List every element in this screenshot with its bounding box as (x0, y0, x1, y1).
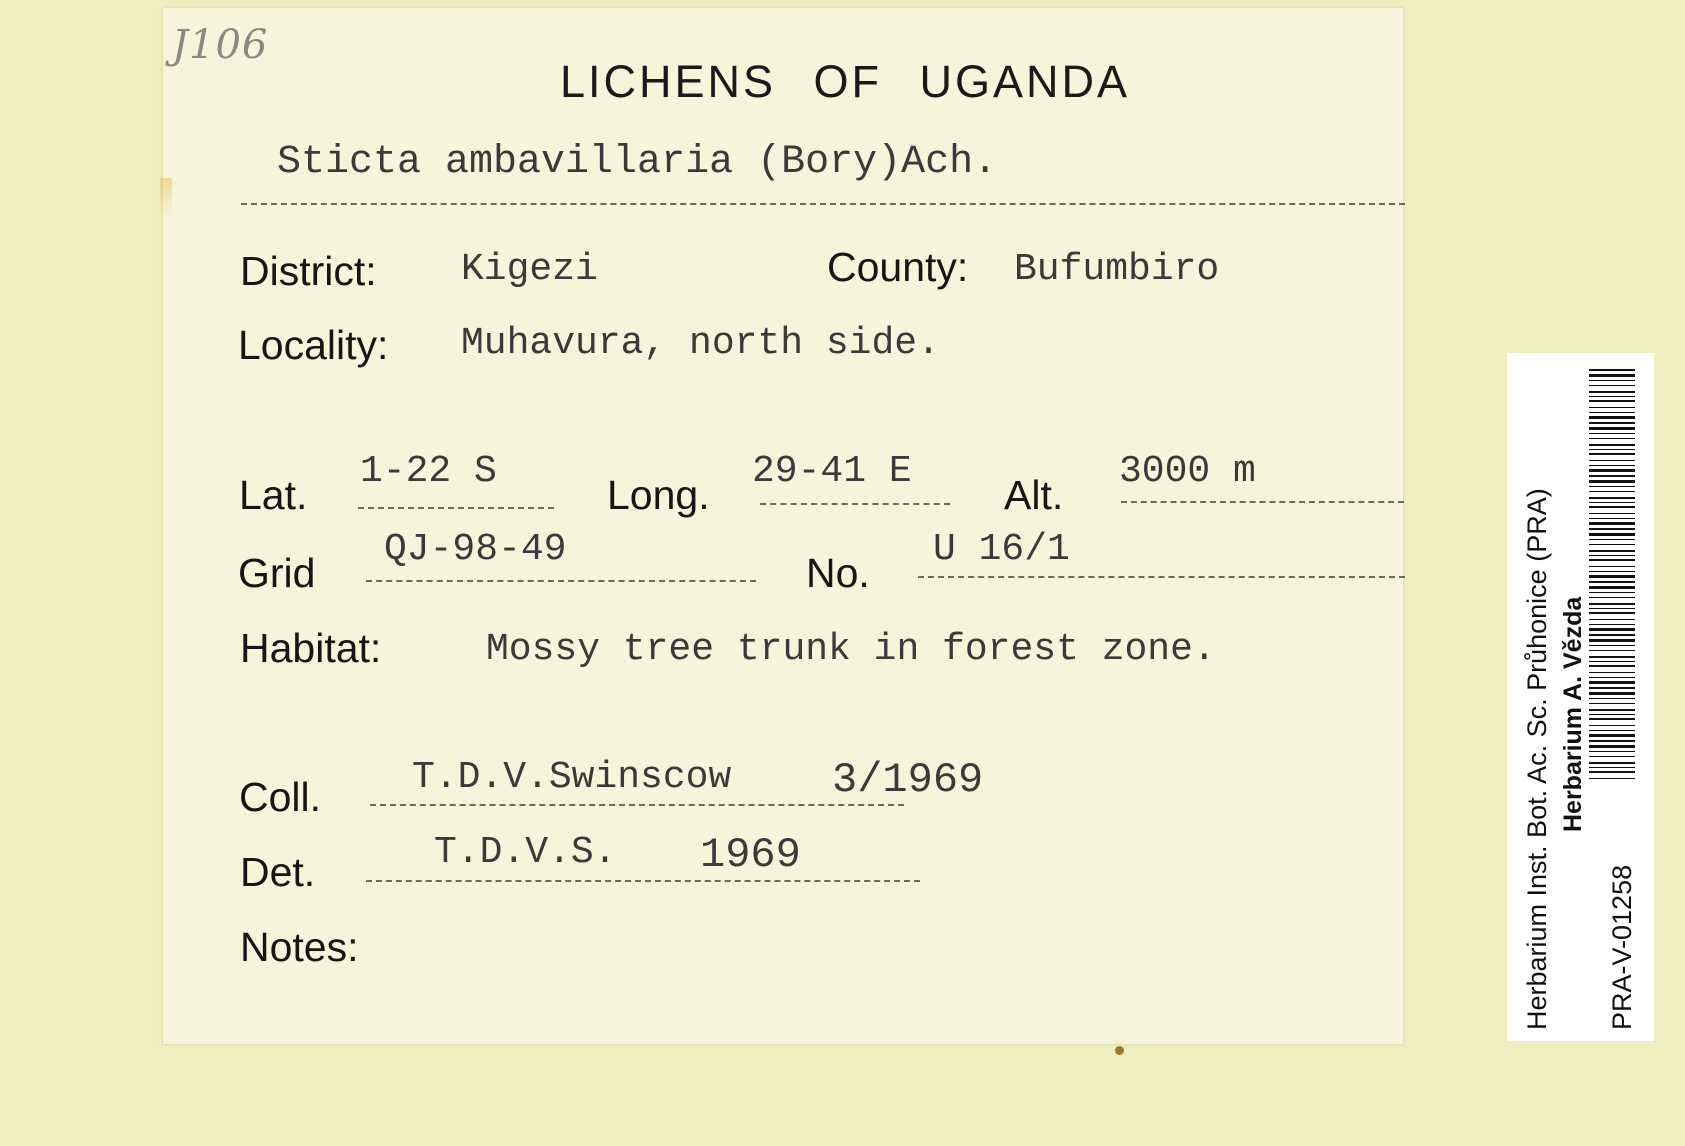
grid-underline (366, 580, 756, 582)
species-name: Sticta ambavillaria (Bory)Ach. (277, 140, 998, 185)
barcode-bar (1589, 740, 1635, 742)
barcode-bar (1589, 692, 1635, 695)
barcode-bar (1589, 656, 1635, 658)
coll-value: T.D.V.Swinscow (412, 756, 732, 799)
barcode-bar (1589, 422, 1635, 424)
barcode-bar (1589, 513, 1635, 514)
barcode-bar (1589, 778, 1635, 779)
barcode-bar (1589, 714, 1635, 715)
barcode-bar (1589, 608, 1635, 609)
barcode-bar (1589, 396, 1635, 397)
county-value: Bufumbiro (1014, 248, 1220, 291)
barcode-bar (1589, 518, 1635, 519)
barcode-bar (1589, 581, 1635, 583)
det-underline (366, 880, 920, 882)
barcode-bar (1589, 550, 1635, 552)
barcode-bar (1589, 416, 1635, 419)
barcode-bar (1589, 575, 1635, 578)
notes-label: Notes: (240, 924, 359, 970)
barcode-bar (1589, 374, 1635, 377)
institution-text: Herbarium Inst. Bot. Ac. Sc. Průhonice (PRA) (1522, 488, 1552, 1030)
barcode-bar (1589, 502, 1635, 503)
barcode (1589, 369, 1635, 779)
district-label: District: (240, 248, 377, 294)
barcode-bar (1589, 539, 1635, 540)
long-underline (760, 503, 950, 505)
no-label: No. (806, 550, 870, 596)
barcode-bar (1589, 380, 1635, 381)
coll-underline (370, 804, 904, 806)
barcode-bar (1589, 634, 1635, 636)
barcode-bar (1589, 709, 1635, 711)
collection-text: Herbarium A. Vězda (1559, 596, 1587, 832)
barcode-bar (1589, 681, 1635, 684)
coll-label: Coll. (239, 774, 322, 820)
alt-underline (1121, 501, 1404, 503)
long-label: Long. (607, 472, 710, 518)
barcode-bar (1589, 449, 1635, 450)
barcode-bar (1589, 400, 1635, 402)
lat-underline (358, 507, 554, 509)
barcode-bar (1589, 497, 1635, 499)
paper-speck (1115, 1046, 1124, 1055)
county-label: County: (827, 244, 969, 290)
barcode-bar (1589, 486, 1635, 487)
barcode-bar (1589, 506, 1635, 508)
barcode-bar (1589, 522, 1635, 525)
no-underline (918, 576, 1405, 578)
barcode-bar (1589, 645, 1635, 646)
barcode-bar (1589, 555, 1635, 556)
barcode-bar (1589, 650, 1635, 651)
barcode-bar (1589, 677, 1635, 678)
barcode-bar (1589, 407, 1635, 408)
habitat-label: Habitat: (240, 625, 382, 671)
barcode-bar (1589, 465, 1635, 466)
locality-label: Locality: (238, 322, 389, 368)
species-underline (241, 203, 1405, 205)
barcode-bar (1589, 533, 1635, 536)
barcode-bar (1589, 544, 1635, 545)
barcode-bar (1589, 756, 1635, 757)
barcode-bar (1589, 751, 1635, 752)
grid-value: QJ-98-49 (384, 528, 567, 571)
barcode-bar (1589, 385, 1635, 386)
barcode-bar (1589, 480, 1635, 483)
barcode-bar (1589, 528, 1635, 530)
barcode-bar (1589, 703, 1635, 704)
barcode-bar (1589, 491, 1635, 492)
barcode-bar (1589, 391, 1635, 393)
barcode-bar (1589, 628, 1635, 631)
barcode-bar (1589, 745, 1635, 748)
lat-label: Lat. (239, 472, 308, 518)
label-title: LICHENS OF UGANDA (559, 56, 1131, 107)
barcode-bar (1589, 469, 1635, 472)
no-value: U 16/1 (933, 528, 1070, 571)
coll-date: 3/1969 (832, 756, 984, 804)
barcode-bar (1589, 672, 1635, 673)
barcode-bar (1589, 771, 1635, 773)
barcode-bar (1589, 665, 1635, 667)
barcode-bar (1589, 369, 1635, 371)
barcode-bar (1589, 460, 1635, 461)
lat-value: 1-22 S (360, 450, 497, 493)
barcode-bar (1589, 592, 1635, 593)
grid-label: Grid (238, 550, 316, 596)
barcode-bar (1589, 571, 1635, 572)
barcode-bar (1589, 734, 1635, 737)
barcode-bar (1589, 612, 1635, 614)
barcode-bar (1589, 661, 1635, 662)
barcode-bar (1589, 725, 1635, 726)
long-value: 29-41 E (752, 450, 912, 493)
alt-label: Alt. (1004, 472, 1064, 518)
pencil-annotation: J106 (172, 22, 269, 68)
barcode-bar (1589, 444, 1635, 446)
barcode-bar (1589, 566, 1635, 567)
barcode-bar (1589, 718, 1635, 720)
glue-stain (160, 178, 172, 218)
barcode-bar (1589, 597, 1635, 598)
det-value: T.D.V.S. (434, 831, 617, 874)
district-value: Kigezi (461, 248, 598, 291)
locality-value: Muhavura, north side. (461, 322, 940, 365)
barcode-bar (1589, 639, 1635, 642)
barcode-bar (1589, 438, 1635, 439)
barcode-bar (1589, 762, 1635, 764)
barcode-bar (1589, 433, 1635, 434)
alt-value: 3000 m (1119, 450, 1256, 493)
det-date: 1969 (700, 831, 801, 879)
barcode-bar (1589, 603, 1635, 605)
barcode-bar (1589, 427, 1635, 430)
barcode-bar (1589, 453, 1635, 455)
habitat-value: Mossy tree trunk in forest zone. (486, 628, 1216, 671)
barcode-bar (1589, 475, 1635, 477)
barcode-bar (1589, 767, 1635, 768)
det-label: Det. (240, 849, 316, 895)
barcode-bar (1589, 624, 1635, 625)
barcode-bar (1589, 412, 1635, 413)
barcode-bar (1589, 687, 1635, 689)
barcode-bar (1589, 698, 1635, 699)
barcode-bar (1589, 559, 1635, 561)
barcode-bar (1589, 730, 1635, 731)
specimen-id: PRA-V-01258 (1607, 864, 1637, 1030)
barcode-bar (1589, 586, 1635, 589)
barcode-bar (1589, 619, 1635, 620)
